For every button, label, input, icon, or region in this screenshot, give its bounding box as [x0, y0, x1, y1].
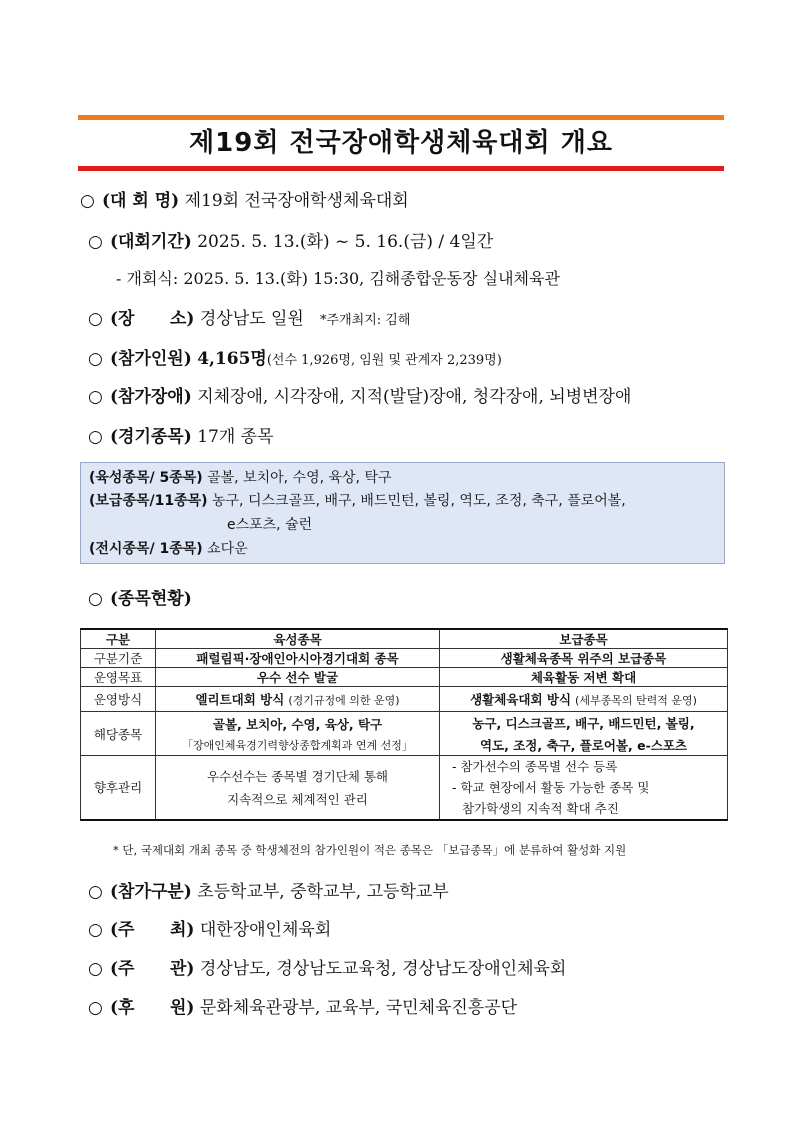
item-value: 제19회 전국장애학생체육대회: [184, 191, 409, 211]
item-status: [88, 584, 192, 609]
item-value: 경상남도, 경상남도교육청, 경상남도장애인체육회: [199, 959, 567, 979]
cell-note: (세부종목의 탄력적 운영): [575, 694, 697, 707]
cell-note: (경기규정에 의한 운영): [288, 694, 400, 707]
page-title: 제19회 전국장애학생체육대회 개요: [189, 128, 613, 158]
cell-line: 골볼, 보치아, 수영, 육상, 탁구: [212, 716, 383, 732]
cell-line: - 학교 현장에서 활동 가능한 종목 및: [452, 780, 650, 796]
item-disabilities: [88, 382, 631, 407]
events-summary-box: [80, 462, 725, 564]
box-label: (육성종목/ 5종목): [89, 470, 203, 486]
item-sponsor: [88, 993, 517, 1018]
item-label: (참가장애): [110, 387, 192, 407]
item-label: (참가인원): [110, 349, 192, 369]
cell-line: 참가학생의 지속적 확대 추진: [462, 801, 619, 817]
cell-line: 역도, 조정, 축구, 플로어볼, e-스포츠: [479, 737, 688, 753]
item-label: (경기종목): [110, 427, 192, 447]
table-cell: [440, 756, 728, 820]
box-row-demo: [89, 538, 248, 558]
table-header: 육성종목: [156, 629, 440, 649]
item-value: 2025. 5. 13.(화) ~ 5. 16.(금) / 4일간: [197, 232, 494, 252]
row-head: 운영방식: [81, 687, 156, 712]
item-label: (참가구분): [110, 882, 192, 902]
cell-bold: 생활체육대회 방식: [470, 692, 572, 707]
item-value: 초등학교부, 중학교부, 고등학교부: [197, 882, 449, 902]
cell-line: 농구, 디스크골프, 배구, 배드민턴, 볼링,: [472, 715, 695, 731]
item-value: 경상남도 일원: [199, 309, 304, 329]
footnote: * 단, 국제대회 개최 종목 중 학생체전의 참가인원이 적은 종목은 「보급종목」에 분류하여 활성화 지원: [113, 843, 627, 857]
table-row: [81, 668, 728, 687]
box-value: 농구, 디스크골프, 배구, 배드민턴, 볼링, 역도, 조정, 축구, 플로어볼,: [212, 493, 626, 509]
table-row: [81, 756, 728, 820]
box-value: 쇼다운: [207, 541, 248, 557]
item-value: 지체장애, 시각장애, 지적(발달)장애, 청각장애, 뇌병변장애: [197, 387, 632, 407]
table-cell: 패럴림픽·장애인아시아경기대회 종목: [156, 649, 440, 668]
item-value: 문화체육관광부, 교육부, 국민체육진흥공단: [199, 998, 518, 1018]
table-cell: [440, 712, 728, 756]
row-head: 향후관리: [81, 756, 156, 820]
item-events: [88, 422, 274, 447]
box-label: (전시종목/ 1종목): [89, 541, 203, 557]
table-cell: [156, 687, 440, 712]
bullet: ○: [88, 882, 103, 902]
table-cell: 체육활동 저변 확대: [440, 668, 728, 687]
item-value: 대한장애인체육회: [199, 920, 332, 940]
table-cell: 생활체육종목 위주의 보급종목: [440, 649, 728, 668]
title-bottom-bar: [78, 166, 724, 171]
cell-bold: 엘리트대회 방식: [195, 692, 285, 707]
bullet: ○: [88, 920, 103, 940]
bullet: ○: [88, 232, 103, 252]
bullet: ○: [88, 427, 103, 447]
item-label: (후 원): [110, 998, 195, 1018]
participants-detail: (선수 1,926명, 임원 및 관계자 2,239명): [266, 353, 502, 368]
table-cell: [440, 687, 728, 712]
item-label: (주 최): [110, 920, 195, 940]
row-head: 운영목표: [81, 668, 156, 687]
item-opening: [116, 266, 560, 289]
cell-line: 지속적으로 체계적인 관리: [227, 791, 368, 807]
opening-prefix: - 개회식:: [116, 269, 179, 288]
bullet: ○: [88, 959, 103, 979]
item-organizer: [88, 954, 566, 979]
bullet: ○: [88, 998, 103, 1018]
cell-line: - 참가선수의 종목별 선수 등록: [452, 759, 618, 775]
bullet: ○: [88, 387, 103, 407]
box-row-spread-cont: [227, 514, 312, 534]
opening-value: 2025. 5. 13.(화) 15:30, 김해종합운동장 실내체육관: [183, 269, 560, 288]
bullet: ○: [88, 589, 103, 609]
table-row: [81, 687, 728, 712]
item-label: (장 소): [110, 309, 195, 329]
item-label: (대회기간): [110, 232, 192, 252]
box-value: 골볼, 보치아, 수영, 육상, 탁구: [207, 470, 392, 486]
row-head: 구분기준: [81, 649, 156, 668]
item-label: (주 관): [110, 959, 195, 979]
item-label: (종목현황): [110, 589, 192, 609]
item-label: (대 회 명): [102, 191, 180, 211]
item-division: [88, 877, 449, 902]
table-row: [81, 712, 728, 756]
item-participants: [88, 344, 502, 369]
box-row-spread: [89, 490, 626, 510]
venue-note: *주개최지: 김해: [320, 313, 411, 328]
cell-line: 우수선수는 종목별 경기단체 통해: [207, 768, 388, 784]
box-row-development: [89, 467, 392, 487]
events-status-table: [80, 628, 728, 821]
item-period: [88, 227, 493, 252]
table-header: 구분: [81, 629, 156, 649]
bullet: ○: [80, 191, 95, 211]
table-cell: [156, 712, 440, 756]
table-header-row: [81, 629, 728, 649]
item-name: [80, 186, 409, 211]
cell-note: 「장애인체육경기력향상종합계획과 연계 선정」: [182, 738, 413, 752]
table-header: 보급종목: [440, 629, 728, 649]
title-block: [78, 115, 724, 171]
participants-total: 4,165명: [197, 349, 267, 369]
item-venue: [88, 304, 410, 329]
item-host: [88, 915, 331, 940]
box-value: e스포츠, 슐런: [227, 517, 313, 533]
bullet: ○: [88, 349, 103, 369]
row-head: 해당종목: [81, 712, 156, 756]
item-value: 17개 종목: [197, 427, 274, 447]
box-label: (보급종목/11종목): [89, 493, 208, 509]
table-cell: [156, 756, 440, 820]
bullet: ○: [88, 309, 103, 329]
table-row: [81, 649, 728, 668]
table-cell: 우수 선수 발굴: [156, 668, 440, 687]
